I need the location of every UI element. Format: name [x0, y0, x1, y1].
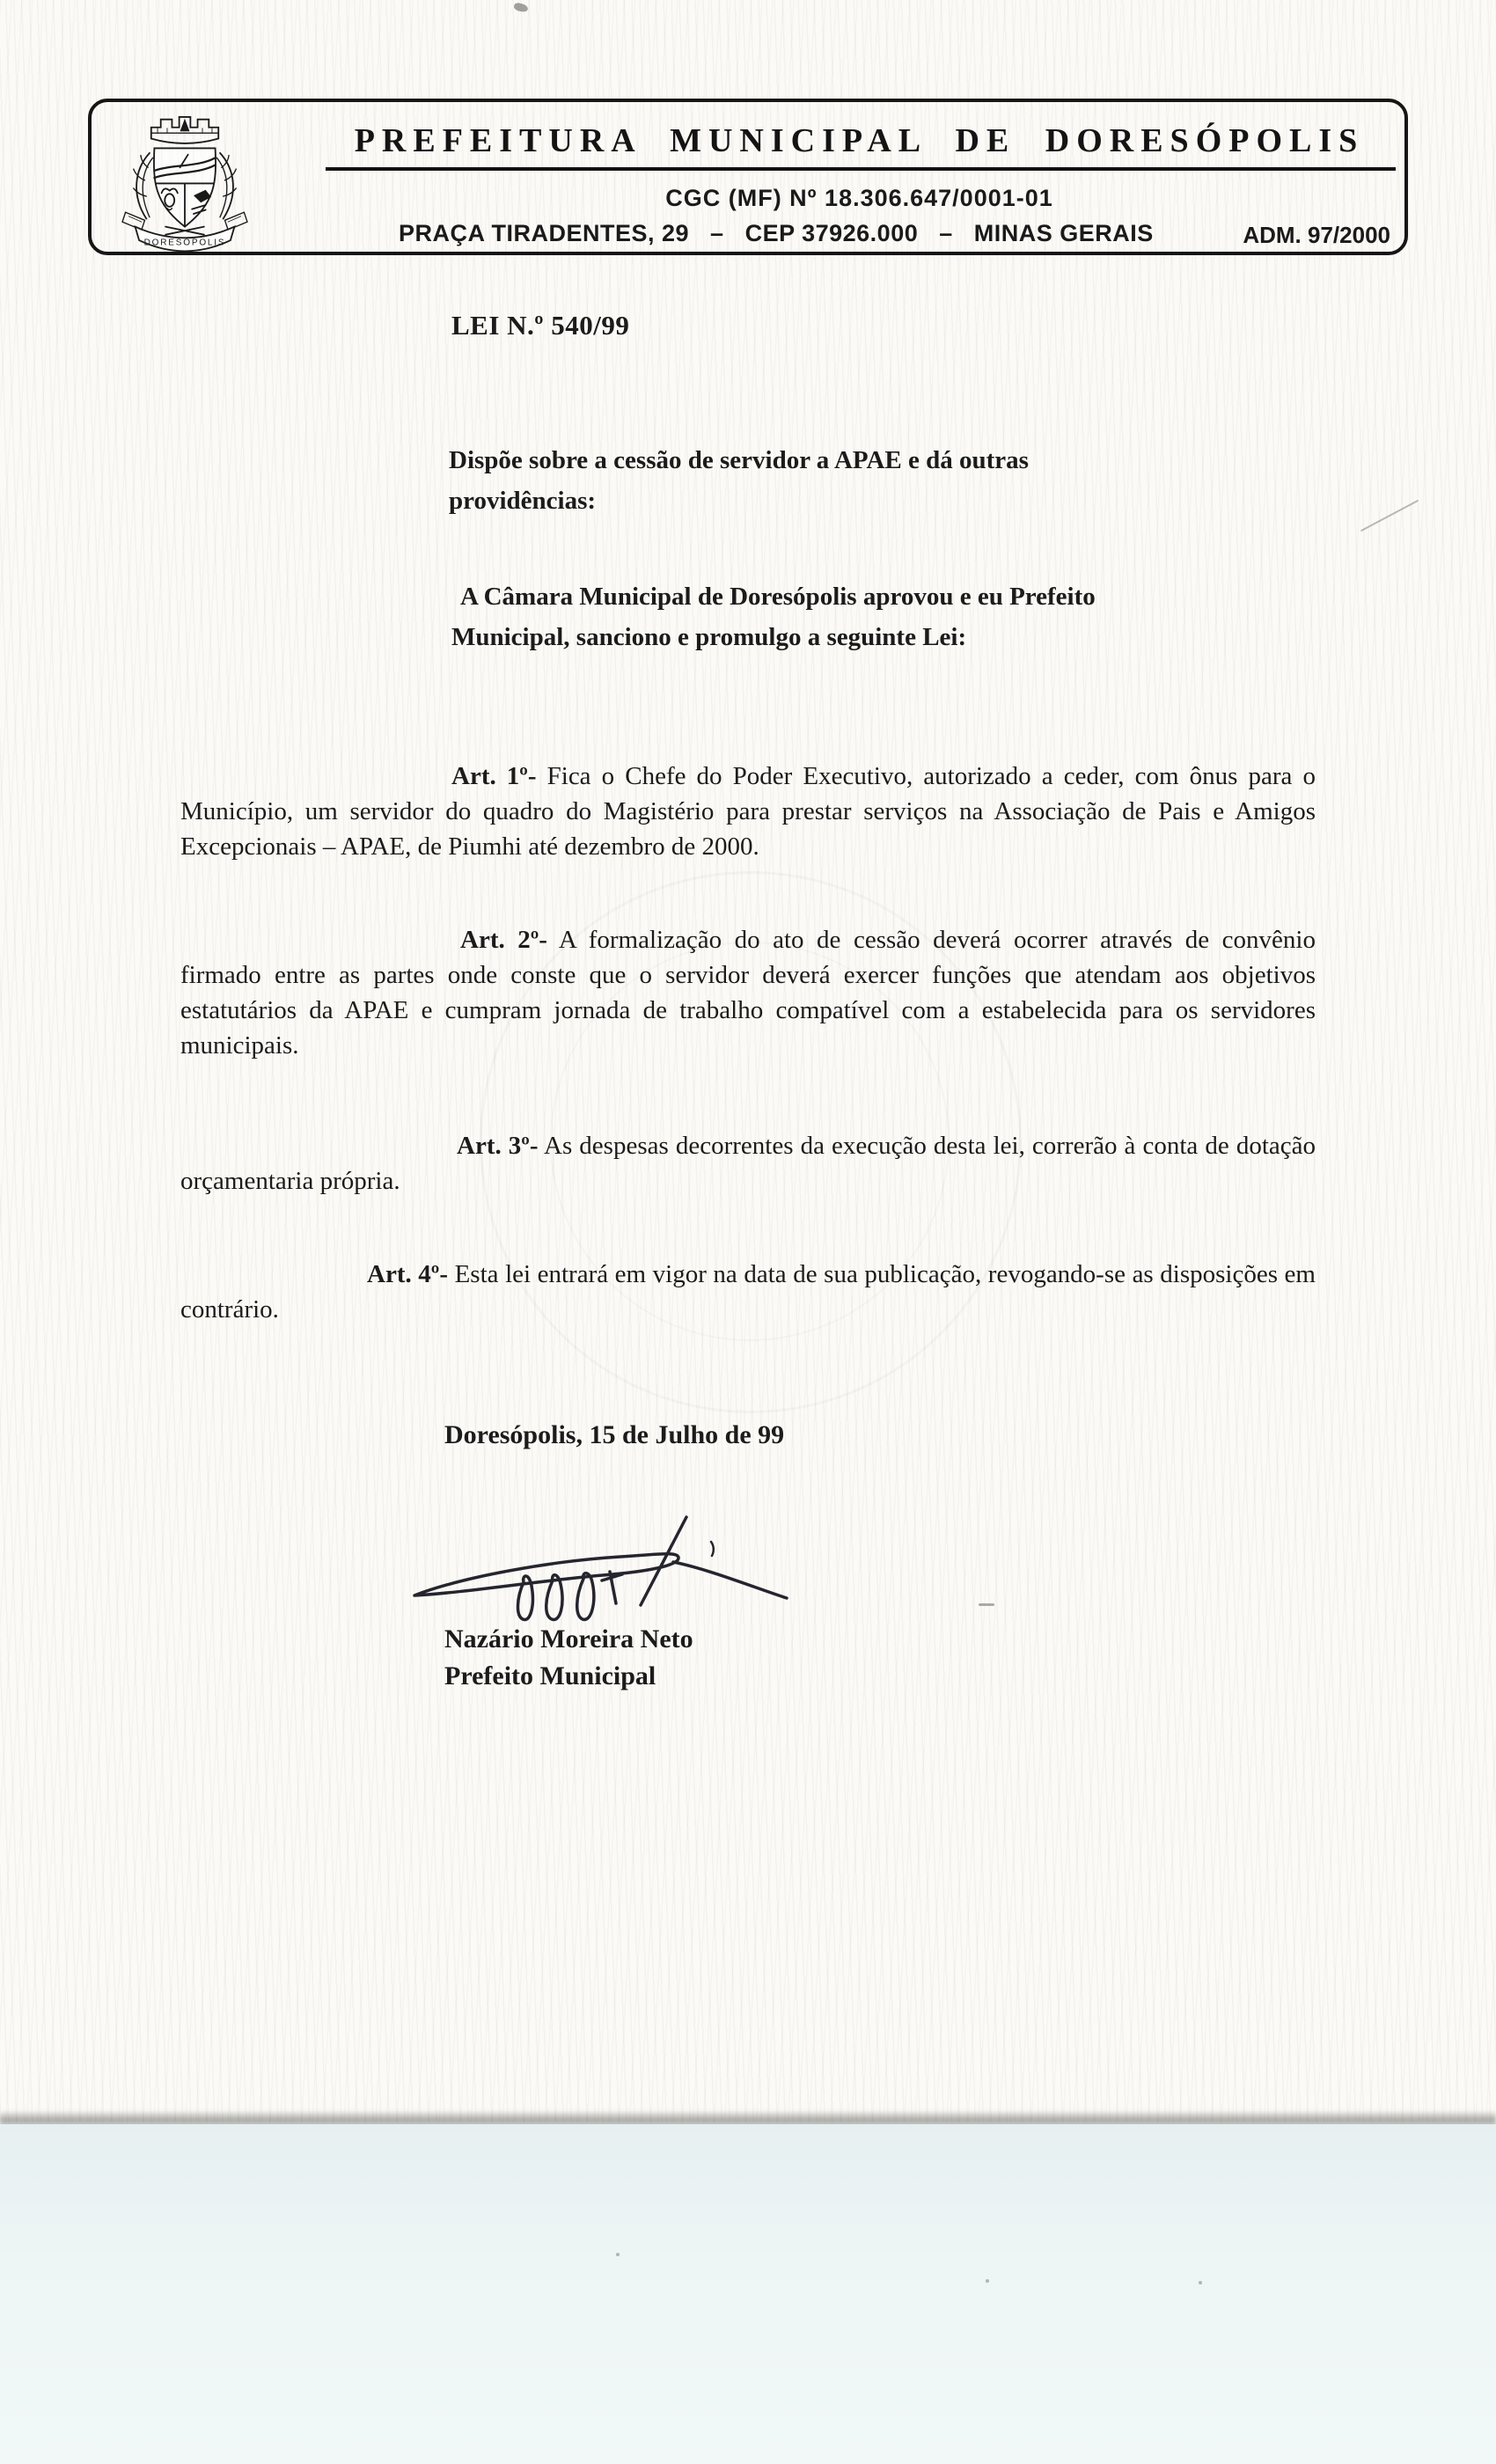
scan-speck	[986, 2279, 989, 2283]
letterhead-cgc: CGC (MF) Nº 18.306.647/0001-01	[665, 185, 1053, 211]
article-1-label: Art. 1º-	[451, 762, 537, 790]
letterhead-adm: ADM. 97/2000	[1243, 222, 1390, 248]
scan-speck	[616, 2253, 620, 2256]
signature-scrawl	[383, 1507, 823, 1630]
pencil-mark	[1360, 500, 1419, 532]
signer-name: Nazário Moreira Neto	[444, 1624, 693, 1654]
title-underline	[326, 167, 1396, 171]
article-4	[180, 1257, 1316, 1327]
scan-speck	[513, 2, 529, 12]
municipal-coat-of-arms-icon	[105, 106, 265, 252]
article-2	[180, 922, 1316, 1063]
article-3-label: Art. 3º-	[457, 1132, 539, 1160]
law-preamble: A Câmara Municipal de Doresópolis aprovou e eu Prefeito Municipal, sanciono e promulgo a seguinte Lei:	[451, 583, 1096, 651]
article-1-text: Fica o Chefe do Poder Executivo, autorizado a ceder, com ônus para o Município, um servidor do quadro do Magistério para prestar serviços na Associação de Pais e Amigos Excepcionais – APAE, de Piumhi até dezembro de 2000.	[180, 762, 1316, 861]
letterhead-address: PRAÇA TIRADENTES, 29 – CEP 37926.000 – MINAS GERAIS	[399, 220, 1154, 246]
law-number-heading: LEI N.º 540/99	[451, 310, 630, 341]
law-summary: Dispõe sobre a cessão de servidor a APAE e dá outras providências:	[449, 446, 1029, 515]
article-2-text: A formalização do ato de cessão deverá ocorrer através de convênio firmado entre as partes onde conste que o servidor deverá exercer funções que atendam aos objetivos estatutários da APAE e cumpram jornada de trabalho compatível com a estabelecida para os servidores municipais.	[180, 926, 1316, 1060]
letterhead-title: PREFEITURA MUNICIPAL DE DORESÓPOLIS	[354, 122, 1365, 159]
scan-speck	[1199, 2281, 1202, 2284]
article-3	[180, 1128, 1316, 1199]
article-1	[180, 759, 1316, 864]
letterhead-box	[88, 99, 1408, 255]
signer-title: Prefeito Municipal	[444, 1661, 656, 1690]
article-4-text: Esta lei entrará em vigor na data de sua publicação, revogando-se as disposições em contrário.	[180, 1260, 1316, 1324]
dateline: Doresópolis, 15 de Julho de 99	[444, 1420, 785, 1449]
article-2-label: Art. 2º-	[460, 926, 547, 954]
scanner-background	[0, 2124, 1496, 2464]
crest-banner-text: DORESOPOLIS	[143, 238, 226, 248]
article-3-text: As despesas decorrentes da execução desta lei, correrão à conta de dotação orçamentaria própria.	[180, 1132, 1316, 1195]
article-4-label: Art. 4º-	[367, 1260, 449, 1288]
scan-mark	[979, 1603, 994, 1606]
